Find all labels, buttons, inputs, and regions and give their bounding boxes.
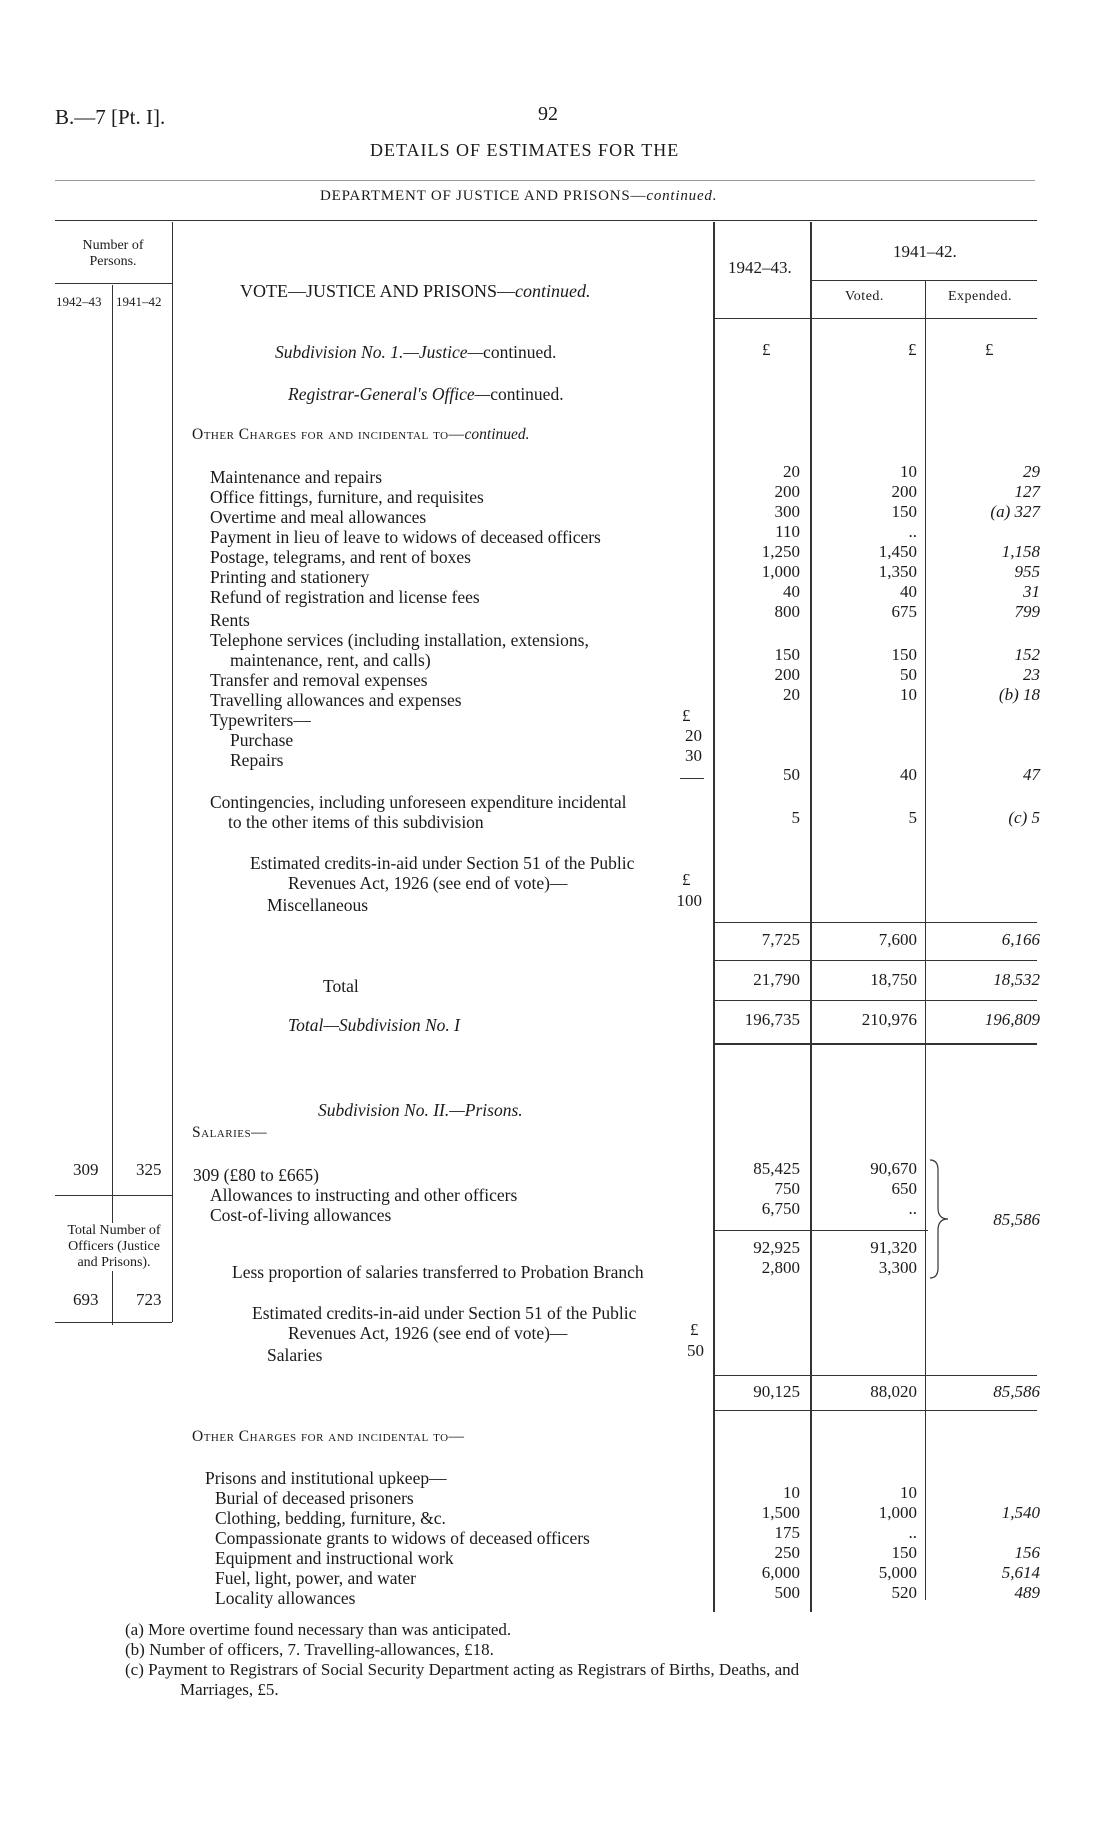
- registrar-office-title: [288, 384, 564, 405]
- value-1942: 500: [774, 1583, 800, 1602]
- subtotal-voted: 7,600: [878, 930, 917, 949]
- col1-header: 1942–43.: [728, 258, 792, 277]
- subdivision-1-continued: continued.: [483, 342, 557, 362]
- col1-left-rule: [713, 222, 715, 1612]
- typewriters-pound: £: [682, 706, 691, 725]
- subdivision-1-title: [275, 342, 556, 363]
- less-transfer-1942: 2,800: [761, 1258, 800, 1277]
- list-item: Equipment and instructional work: [215, 1548, 454, 1568]
- list-item: Printing and stationery: [210, 567, 370, 587]
- value-1942: 20: [783, 462, 800, 481]
- total-subdivision-1-label: Total—Subdivision No. I: [288, 1015, 460, 1035]
- credits-1-line-1: Estimated credits-in-aid under Section 51 of the Public: [250, 853, 635, 873]
- vote-title-continued: continued.: [515, 281, 591, 301]
- value-voted: 5,000: [878, 1563, 917, 1582]
- persons-year-1941: 1941–42: [116, 294, 162, 309]
- less-transfer-voted: 3,300: [878, 1258, 917, 1277]
- persons-year-1942: 1942–43: [56, 294, 102, 309]
- registrar-office-name: Registrar-General's Office—: [288, 384, 491, 404]
- header-rule: [55, 180, 1035, 181]
- value-expended: 31: [1023, 582, 1040, 601]
- value-expended: 489: [1014, 1583, 1040, 1602]
- pound-col1: £: [762, 340, 771, 359]
- total-expended: 18,532: [993, 970, 1040, 989]
- value-voted: 40: [900, 765, 917, 784]
- persons-right-rule: [172, 222, 173, 1322]
- value-expended: 1,158: [1001, 542, 1040, 561]
- salary-total-expended: 85,586: [993, 1382, 1040, 1401]
- value-1942: 110: [775, 522, 800, 541]
- subdivision-2-title: Subdivision No. II.—Prisons.: [318, 1100, 523, 1120]
- other-charges-2-heading: Other Charges for and incidental to—: [192, 1428, 465, 1445]
- typewriters-sum-rule: [680, 778, 704, 779]
- credits-2-line-1: Estimated credits-in-aid under Section 51 of the Public: [252, 1303, 637, 1323]
- value-1942: 6,750: [761, 1199, 800, 1218]
- department-title: [320, 188, 717, 205]
- value-1942: 750: [774, 1179, 800, 1198]
- list-item: Travelling allowances and expenses: [210, 690, 462, 710]
- value-expended: 1,540: [1001, 1503, 1040, 1522]
- salary-sum-1942: 92,925: [753, 1238, 800, 1257]
- value-1942: 85,425: [753, 1159, 800, 1178]
- list-item: Office fittings, furniture, and requisites: [210, 487, 484, 507]
- salary-item: Allowances to instructing and other officers: [210, 1185, 518, 1205]
- salary-sum-voted: 91,320: [870, 1238, 917, 1257]
- subdivision-1-name: Subdivision No. 1.—Justice—: [275, 342, 484, 362]
- value-voted: ..: [908, 1523, 917, 1542]
- contingencies-line-2: to the other items of this subdivision: [228, 812, 484, 832]
- value-voted: 10: [900, 1483, 917, 1502]
- persons-bottom-rule: [55, 1322, 172, 1323]
- persons-header: Number of Persons.: [82, 238, 144, 269]
- value-voted: 90,670: [870, 1159, 917, 1178]
- value-1942: 1,000: [761, 562, 800, 581]
- department-name: DEPARTMENT OF JUSTICE AND PRISONS—: [320, 188, 647, 204]
- value-expended: 127: [1014, 482, 1040, 501]
- value-expended: 156: [1014, 1543, 1040, 1562]
- col2-left-rule: [810, 222, 812, 1612]
- typewriters-label: Typewriters—: [210, 710, 311, 730]
- value-voted: 150: [891, 502, 917, 521]
- value-1942: 50: [783, 765, 800, 784]
- value-1942: 40: [783, 582, 800, 601]
- total-voted: 18,750: [870, 970, 917, 989]
- list-item: Fuel, light, power, and water: [215, 1568, 416, 1588]
- value-1942: 5: [791, 808, 800, 827]
- value-voted: 650: [891, 1179, 917, 1198]
- credits-2-pound: £: [690, 1320, 699, 1339]
- col2-header: 1941–42.: [893, 242, 957, 261]
- value-1942: 250: [774, 1543, 800, 1562]
- credits-2-value: 50: [687, 1341, 704, 1360]
- salary-total-rule: [713, 1375, 1037, 1376]
- value-1942: 800: [774, 602, 800, 621]
- value-expended: 23: [1023, 665, 1040, 684]
- list-item: Locality allowances: [215, 1588, 356, 1608]
- value-expended: 799: [1014, 602, 1040, 621]
- value-voted: 1,000: [878, 1503, 917, 1522]
- document-ref: B.—7 [Pt. I].: [55, 105, 166, 129]
- salary-item: Cost-of-living allowances: [210, 1205, 392, 1225]
- value-voted: 10: [900, 462, 917, 481]
- credits-1-pound: £: [682, 870, 691, 889]
- typewriters-purchase: Purchase: [230, 730, 294, 750]
- value-1942: 150: [774, 645, 800, 664]
- credits-1-line-3: Miscellaneous: [267, 895, 369, 915]
- expended-header: Expended.: [948, 289, 1012, 304]
- persons-309: 309: [73, 1160, 99, 1179]
- value-voted: 1,450: [878, 542, 917, 561]
- pound-col3: £: [985, 340, 994, 359]
- list-item: Maintenance and repairs: [210, 467, 383, 487]
- value-1942: 20: [783, 685, 800, 704]
- subtotal-rule-mid: [713, 960, 1037, 961]
- persons-325: 325: [136, 1160, 162, 1179]
- salary-total-1942: 90,125: [753, 1382, 800, 1401]
- total-rule: [713, 1000, 1037, 1001]
- value-voted: 520: [891, 1583, 917, 1602]
- prisons-upkeep-heading: Prisons and institutional upkeep—: [205, 1468, 447, 1488]
- col-header-bottom-rule: [713, 318, 1037, 319]
- registrar-office-continued: continued.: [490, 384, 564, 404]
- total-1942: 21,790: [753, 970, 800, 989]
- salaries-heading: Salaries—: [192, 1124, 268, 1141]
- list-item: Burial of deceased prisoners: [215, 1488, 414, 1508]
- footnote-b: (b) Number of officers, 7. Travelling-allowances, £18.: [125, 1640, 494, 1659]
- total-label: Total: [323, 976, 359, 996]
- other-charges-continued: continued.: [464, 426, 530, 443]
- total-officers-723: 723: [136, 1290, 162, 1309]
- value-1942: 6,000: [761, 1563, 800, 1582]
- department-continued: continued.: [646, 188, 718, 204]
- value-1942: 175: [774, 1523, 800, 1542]
- value-voted: 5: [908, 808, 917, 827]
- voted-header: Voted.: [845, 289, 884, 304]
- list-item: Overtime and meal allowances: [210, 507, 427, 527]
- other-charges-label: Other Charges for and incidental to—: [192, 426, 465, 443]
- total-subdivision-1-voted: 210,976: [861, 1010, 917, 1029]
- col23-split-rule: [810, 280, 1037, 281]
- value-expended: 47: [1023, 765, 1040, 784]
- credits-2-line-3: Salaries: [267, 1345, 323, 1365]
- page-number: 92: [538, 103, 558, 125]
- value-voted: 1,350: [878, 562, 917, 581]
- value-expended: 29: [1023, 462, 1040, 481]
- other-charges-heading: [192, 426, 530, 444]
- list-item: Clothing, bedding, furniture, &c.: [215, 1508, 446, 1528]
- list-item: Transfer and removal expenses: [210, 670, 428, 690]
- persons-309-rule: [55, 1195, 172, 1196]
- credits-1-value: 100: [676, 891, 702, 910]
- page-title: DETAILS OF ESTIMATES FOR THE: [370, 140, 680, 160]
- telephone-line-1: Telephone services (including installation, extensions,: [210, 630, 589, 650]
- value-1942: 1,250: [761, 542, 800, 561]
- total-officers-label: Total Number of Officers (Justice and Prisons).: [58, 1223, 170, 1271]
- value-voted: 10: [900, 685, 917, 704]
- footnote-c-line-1: (c) Payment to Registrars of Social Security Department acting as Registrars of Births, Deaths, and: [125, 1660, 800, 1679]
- value-voted: 50: [900, 665, 917, 684]
- contingencies-line-1: Contingencies, including unforeseen expenditure incidental: [210, 792, 627, 812]
- value-expended: (b) 18: [998, 685, 1040, 704]
- total-subdivision-1-1942: 196,735: [744, 1010, 800, 1029]
- subtotal-rule-top: [713, 922, 1037, 923]
- value-1942: 200: [774, 665, 800, 684]
- value-1942: 200: [774, 482, 800, 501]
- value-expended: 5,614: [1001, 1563, 1040, 1582]
- value-voted: ..: [908, 522, 917, 541]
- value-voted: ..: [908, 1199, 917, 1218]
- credits-2-line-2: Revenues Act, 1926 (see end of vote)—: [288, 1323, 568, 1343]
- salary-item: 309 (£80 to £665): [193, 1165, 319, 1185]
- salary-total-bottom-rule: [713, 1410, 1037, 1411]
- subtotal-expended: 6,166: [1001, 930, 1040, 949]
- total-officers-693: 693: [73, 1290, 99, 1309]
- footnote-c-line-2: Marriages, £5.: [180, 1680, 279, 1699]
- typewriters-purchase-value: 20: [685, 726, 702, 745]
- col3-left-rule: [925, 280, 926, 1600]
- salary-sum-rule: [713, 1230, 928, 1231]
- value-expended: 955: [1014, 562, 1040, 581]
- typewriters-repairs: Repairs: [230, 750, 284, 770]
- value-voted: 40: [900, 582, 917, 601]
- list-item: Rents: [210, 610, 250, 630]
- vote-title: [240, 281, 591, 302]
- value-expended: (c) 5: [1008, 808, 1040, 827]
- list-item: Payment in lieu of leave to widows of deceased officers: [210, 527, 601, 547]
- table-top-rule: [55, 220, 1037, 221]
- value-1942: 300: [774, 502, 800, 521]
- persons-year-rule: [55, 283, 172, 284]
- list-item: Postage, telegrams, and rent of boxes: [210, 547, 471, 567]
- value-expended: (a) 327: [990, 502, 1040, 521]
- value-voted: 150: [891, 1543, 917, 1562]
- total-subdivision-1-rule: [713, 1043, 1037, 1045]
- footnote-a: (a) More overtime found necessary than was anticipated.: [125, 1620, 512, 1639]
- value-1942: 1,500: [761, 1503, 800, 1522]
- pound-col2: £: [908, 340, 917, 359]
- typewriters-repairs-value: 30: [685, 746, 702, 765]
- vote-title-main: VOTE—JUSTICE AND PRISONS—: [240, 281, 516, 301]
- value-voted: 675: [891, 602, 917, 621]
- total-subdivision-1-expended: 196,809: [984, 1010, 1040, 1029]
- less-transfer-label: Less proportion of salaries transferred to Probation Branch: [232, 1262, 644, 1282]
- persons-mid-rule: [112, 285, 113, 1325]
- credits-1-line-2: Revenues Act, 1926 (see end of vote)—: [288, 873, 568, 893]
- salary-expended: 85,586: [993, 1210, 1040, 1229]
- telephone-line-2: maintenance, rent, and calls): [230, 650, 431, 670]
- value-voted: 150: [891, 645, 917, 664]
- subtotal-1942: 7,725: [761, 930, 800, 949]
- value-1942: 10: [783, 1483, 800, 1502]
- list-item: Compassionate grants to widows of deceased officers: [215, 1528, 590, 1548]
- list-item: Refund of registration and license fees: [210, 587, 480, 607]
- value-voted: 200: [891, 482, 917, 501]
- value-expended: 152: [1014, 645, 1040, 664]
- salary-total-voted: 88,020: [870, 1382, 917, 1401]
